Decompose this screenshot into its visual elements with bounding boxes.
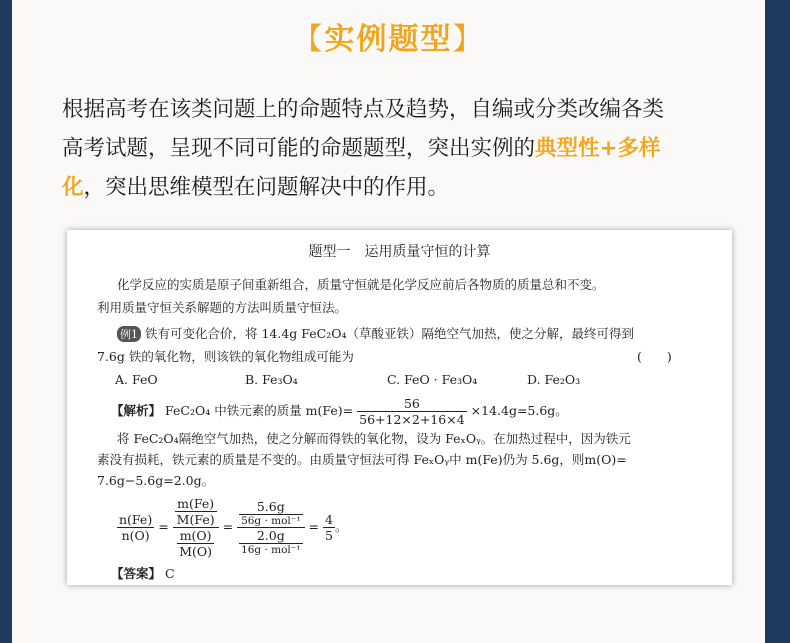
formula-result-num: 4	[325, 512, 333, 527]
analysis-post: ×14.4g=5.6g。	[470, 403, 568, 418]
analysis-pre: FeC₂O₄ 中铁元素的质量 m(Fe)=	[165, 403, 354, 418]
doc-para2-line2: 素没有损耗，铁元素的质量是不变的。由质量守恒法可得 FeₓOᵧ中 m(Fe)仍为 5.6g，则m(O)=	[97, 452, 627, 467]
option-c: C. FeO · Fe₃O₄	[387, 372, 478, 387]
question-answer-bracket: ( )	[637, 349, 672, 364]
doc-question-line1	[117, 324, 634, 342]
formula-M-o: M(O)	[179, 544, 213, 559]
formula-value-fe-molar: 56g · mol⁻¹	[241, 515, 301, 527]
intro-line-3	[62, 168, 742, 207]
doc-para2-line3: 7.6g−5.6g=2.0g。	[97, 473, 215, 488]
formula-m-bottom	[173, 528, 219, 559]
formula-m-top	[173, 496, 219, 528]
formula-M-fe: M(Fe)	[176, 512, 215, 527]
answer-value: C	[165, 566, 175, 581]
doc-para2-line1: 将 FeC₂O₄隔绝空气加热，使之分解而得铁的氧化物，设为 FeₓOᵧ。在加热过程中，因为铁元	[117, 431, 631, 446]
intro-line-3-text: ，突出思维模型在问题解决中的作用。	[83, 175, 450, 200]
formula-value-top	[237, 499, 304, 528]
formula-m-o: m(O)	[177, 528, 214, 544]
doc-question-line2: 7.6g 铁的氧化物，则该铁的氧化物组成可能为	[97, 349, 354, 364]
intro-line-2	[62, 129, 742, 168]
analysis-numerator: 56	[357, 396, 467, 412]
section-heading	[12, 14, 765, 58]
intro-paragraph	[62, 90, 742, 207]
doc-para1-line1: 化学反应的实质是原子间重新组合，质量守恒就是化学反应前后各物质的质量总和不变。	[117, 277, 605, 292]
example-badge: 例1	[117, 326, 141, 342]
doc-title: 题型一 运用质量守恒的计算	[308, 244, 491, 260]
answer-line	[111, 564, 175, 582]
analysis-line	[111, 396, 568, 427]
intro-highlight-1: 典型性+多样	[535, 136, 661, 161]
formula-result	[323, 512, 335, 543]
formula-n-fe: n(Fe)	[119, 512, 153, 527]
formula-result-den: 5	[325, 528, 333, 543]
ratio-formula	[117, 496, 347, 559]
content-panel	[12, 0, 765, 643]
analysis-label: 【解析】	[111, 403, 162, 418]
doc-para1-line2: 利用质量守恒关系解题的方法叫质量守恒法。	[97, 300, 348, 315]
heading-bracket-open: 【	[292, 22, 325, 57]
intro-highlight-2: 化	[62, 175, 84, 200]
intro-line-1: 根据高考在该类问题上的命题特点及趋势，自编或分类改编各类	[62, 97, 665, 122]
option-d: D. Fe₂O₃	[527, 372, 581, 387]
formula-period: 。	[334, 519, 348, 534]
formula-value-fe-mass: 5.6g	[239, 499, 302, 515]
formula-m-fe: m(Fe)	[175, 496, 217, 512]
option-a: A. FeO	[115, 372, 158, 387]
formula-eq-2: =	[222, 519, 234, 534]
formula-value-bottom	[237, 528, 304, 556]
formula-n-o: n(O)	[121, 528, 150, 543]
formula-n-ratio	[117, 512, 154, 543]
analysis-denominator: 56+12×2+16×4	[359, 412, 465, 427]
question-text-1: 铁有可变化合价，将 14.4g FeC₂O₄（草酸亚铁）隔绝空气加热，使之分解，最终可得到	[145, 326, 635, 341]
answer-label: 【答案】	[111, 566, 162, 581]
document-sample	[67, 230, 732, 585]
formula-value-o-mass: 2.0g	[239, 528, 302, 544]
heading-bracket-close: 】	[452, 22, 485, 57]
formula-eq-3: =	[308, 519, 320, 534]
analysis-fraction	[357, 396, 467, 427]
intro-line-2-text: 高考试题，呈现不同可能的命题题型，突出实例的	[62, 136, 536, 161]
formula-eq-1: =	[158, 519, 169, 534]
formula-m-ratio	[173, 496, 219, 559]
formula-value-o-molar: 16g · mol⁻¹	[241, 544, 301, 556]
formula-value-ratio	[237, 499, 304, 556]
heading-title: 实例题型	[324, 22, 453, 57]
option-b: B. Fe₃O₄	[245, 372, 298, 387]
